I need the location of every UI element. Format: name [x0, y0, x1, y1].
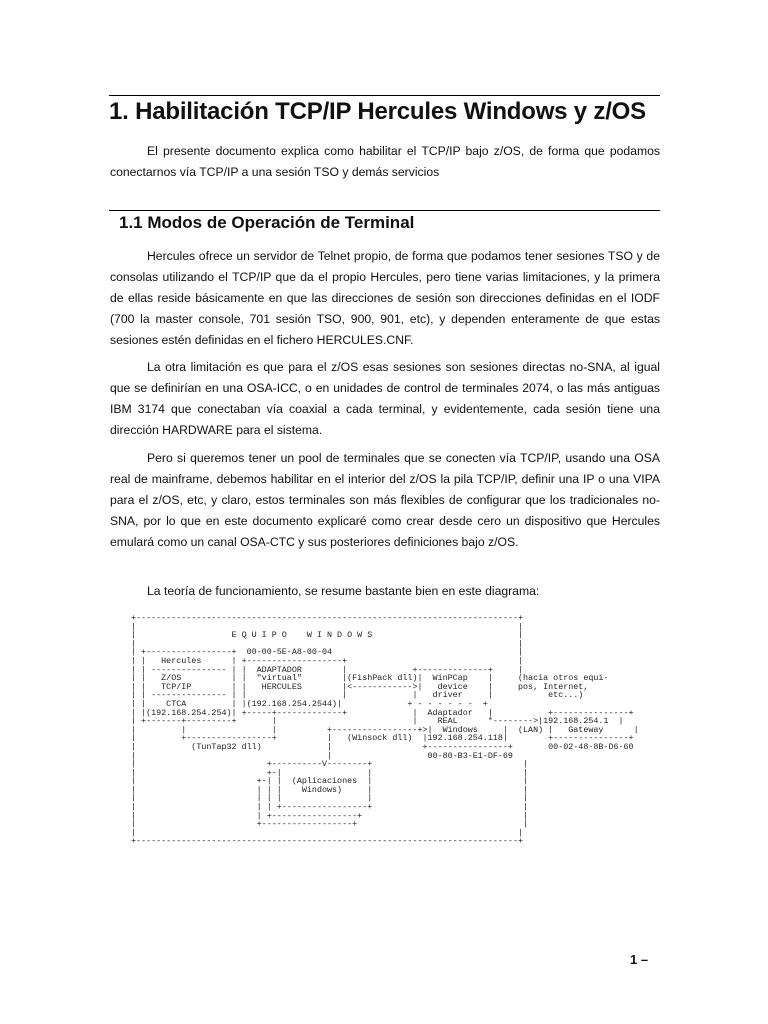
intro-paragraph: El presente documento explica como habilitar el TCP/IP bajo z/OS, de forma que podamos conectarnos vía TCP/IP a una sesión TSO y demás servicios [110, 144, 660, 179]
paragraph-4: La teoría de funcionamiento, se resume bastante bien en este diagrama: [147, 584, 540, 598]
paragraph-1: Hercules ofrece un servidor de Telnet propio, de forma que podamos tener sesiones TSO y de consolas utilizando el TCP/IP que da el propio Hercules, pero tiene varias limitaciones, y la primera de ellas reside básicamente en que las direcciones de sesión son direcciones definidas en el IODF (700 la master console, 701 sesión TSO, 900, 901, etc), y dependen enteramente de que estas sesiones estén definidas en el fichero HERCULES.CNF. [110, 249, 660, 347]
paragraph-3: Pero si queremos tener un pool de terminales que se conecten vía TCP/IP, usando una OSA real de mainframe, debemos habilitar en el interior del z/OS la pila TCP/IP, definir una IP o una VIPA para el z/OS, etc, y claro, estos terminales son más flexibles de configurar que los tradicionales no-SNA, por lo que en este documento explicaré como crear desde cero un dispositivo que Hercules emulará como un canal OSA-CTC y sus posteriores definiciones bajo z/OS. [110, 451, 660, 549]
heading-2: 1.1 Modos de Operación de Terminal [109, 210, 660, 233]
heading-1: 1. Habilitación TCP/IP Hercules Windows y z/OS [109, 95, 660, 126]
page-number: 1 – [630, 952, 649, 967]
paragraph-2: La otra limitación es que para el z/OS esas sesiones son sesiones directas no-SNA, al igual que se definirían en una OSA-ICC, o en unidades de control de terminales 2074, o las más antiguas IBM 3174 que conectaban vía coaxial a cada terminal, y evidentemente, cada sesión tiene una dirección HARDWARE para el sistema. [110, 360, 660, 437]
network-diagram: +----------------------------------------------------------------------------+ | | | E Q U I P O W I N D O W S | | | | +-----------------+ 00-00-5E-A8-00-04 | | | Hercules | +-------------------+ | | | --------------- | | ADAPTADOR | +--------------+ | | | Z/OS | | "virtual" |(FishPack dll)| WinPCap | (hacia otros equi- | | TCP/IP | | HERCULES |<------------>| device | pos, Internet, | | --------------- | | | | driver | etc...) | | CTCA | |(192.168.254.2544)| + - - - - - - + | |(192.168.254.254)| +-----+-------------+ | Adaptador | +---------------+ | +-------+---------+ | | REAL *-------->|192.168.254.1 | | | | +-----------------+>| Windows | (LAN) | Gateway | | +-----------------+ | (Winsock dll) |192.168.254.118| +---------------+ | (TunTap32 dll) | +----------------+ 00-02-48-8B-D6-60 | | 00-80-B3-E1-DF-69 | +----------V--------+ | | +-| | | | +-| | (Aplicaciones | | | | | | Windows) | | | | | | | | | | | +-----------------+ | | | +-----------------+ | | +------------------+ | | | +----------------------------------------------------------------------------+ [131, 613, 639, 847]
